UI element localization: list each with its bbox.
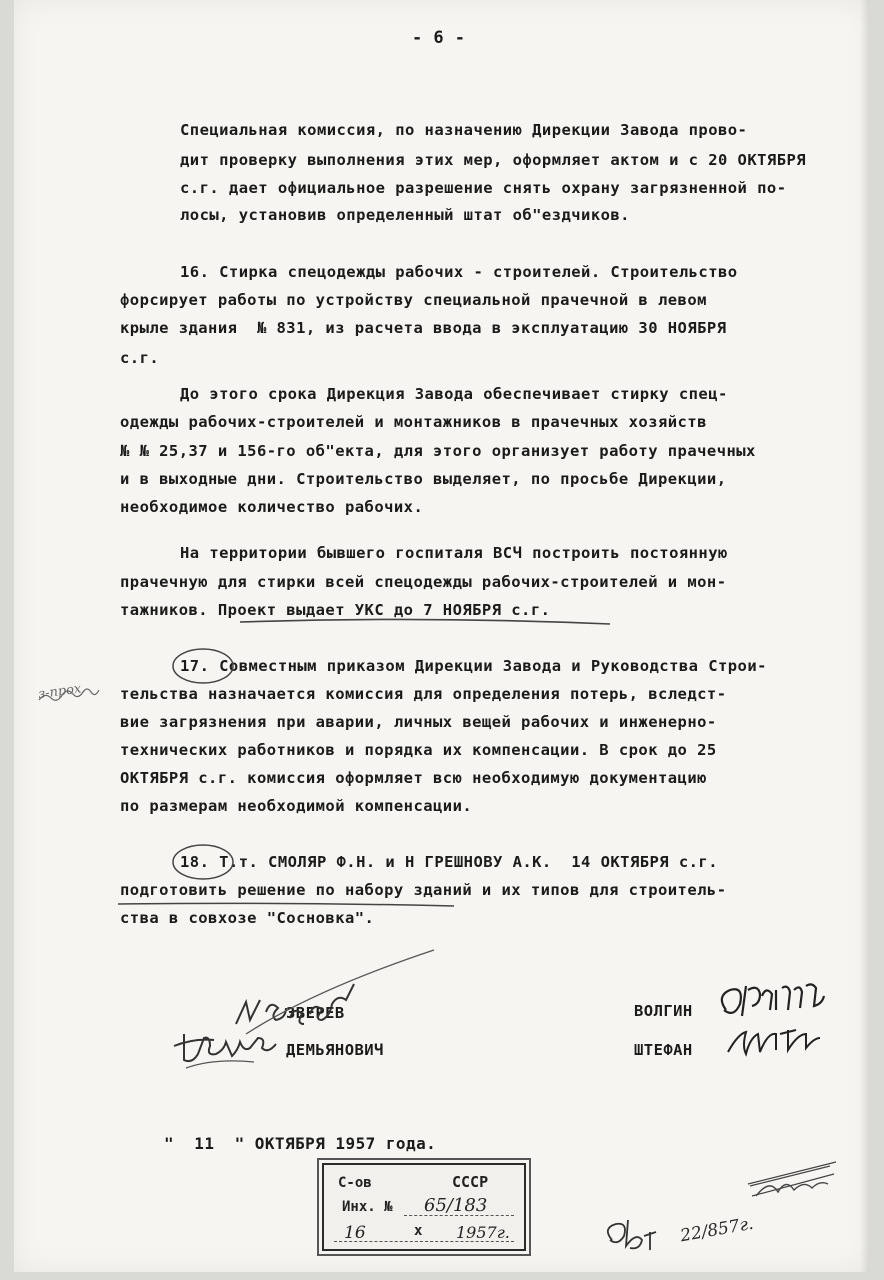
stamp-month: х <box>414 1223 423 1239</box>
stamp-rule <box>334 1241 514 1242</box>
signatory-name: ВОЛГИН <box>634 1002 693 1020</box>
bottom-signature <box>608 1220 656 1250</box>
text-line: с.г. <box>120 349 160 367</box>
text-line: необходимое количество рабочих. <box>120 498 424 516</box>
text-line: Специальная комиссия, по назначению Дирекции Завода прово- <box>180 121 748 139</box>
signature-shtefan <box>728 1030 820 1054</box>
text-line: одежды рабочих-строителей и монтажников в прачечных хозяйств <box>120 413 707 431</box>
signature-demyanovich <box>174 1034 276 1061</box>
signature-volgin <box>722 984 824 1016</box>
stamp-rule <box>404 1215 514 1216</box>
margin-note: з-прох. <box>37 680 87 703</box>
text-line: № № 25,37 и 156-го об"екта, для этого организует работу прачечных <box>120 442 756 460</box>
text-line: подготовить решение по набору зданий и их типов для строитель- <box>120 881 727 899</box>
text-line: и в выходные дни. Строительство выделяет, по просьбе Дирекции, <box>120 470 727 488</box>
text-line: 18. Т.т. СМОЛЯР Ф.Н. и Н ГРЕШНОВУ А.К. 14 ОКТЯБРЯ с.г. <box>180 853 718 871</box>
text-line: 17. Совместным приказом Дирекции Завода и Руководства Строи- <box>180 657 767 675</box>
text-line: До этого срока Дирекция Завода обеспечивает стирку спец- <box>180 385 728 403</box>
text-line: лосы, установив определенный штат об"ездчиков. <box>180 206 630 224</box>
text-line: по размерам необходимой компенсации. <box>120 797 473 815</box>
page-number: - 6 - <box>412 28 466 48</box>
stamp-number-value: 65/183 <box>424 1195 488 1216</box>
text-line: крыле здания № 831, из расчета ввода в эксплуатацию 30 НОЯБРЯ <box>120 319 727 337</box>
signatures <box>14 0 870 1272</box>
text-line: дит проверку выполнения этих мер, оформляет актом и с 20 ОКТЯБРЯ <box>180 151 807 169</box>
stamp-org: С-ов <box>338 1175 372 1191</box>
signatory-name: ШТЕФАН <box>634 1041 693 1059</box>
date-line: " 11 " ОКТЯБРЯ 1957 года. <box>164 1134 437 1153</box>
stamp-number-label: Инх. № <box>342 1199 393 1215</box>
text-line: с.г. дает официальное разрешение снять охрану загрязненной по- <box>180 179 787 197</box>
text-line: форсирует работы по устройству специальной прачечной в левом <box>120 291 707 309</box>
text-line: На территории бывшего госпиталя ВСЧ построить постоянную <box>180 544 728 562</box>
text-line: ОКТЯБРЯ с.г. комиссия оформляет всю необходимую документацию <box>120 769 707 787</box>
stamp-year: 1957г. <box>456 1223 510 1242</box>
stamp-country: СССР <box>452 1173 489 1191</box>
text-line: тажников. Проект выдает УКС до 7 НОЯБРЯ с.г. <box>120 601 551 619</box>
bottom-note: 22/857г. <box>678 1213 755 1247</box>
signatory-name: ДЕМЬЯНОВИЧ <box>286 1041 384 1059</box>
text-line: технических работников и порядка их компенсации. В срок до 25 <box>120 741 717 759</box>
text-line: ства в совхозе "Сосновка". <box>120 909 375 927</box>
stamp-day: 16 <box>344 1223 366 1243</box>
text-line: вие загрязнения при аварии, личных вещей рабочих и инженерно- <box>120 713 717 731</box>
text-line: 16. Стирка спецодежды рабочих - строителей. Строительство <box>180 263 738 281</box>
text-line: тельства назначается комиссия для определения потерь, вследст- <box>120 685 727 703</box>
text-line: прачечную для стирки всей спецодежды рабочих-строителей и мон- <box>120 573 727 591</box>
registration-stamp <box>322 1163 526 1251</box>
signatory-name: ЗВЕРЕВ <box>286 1004 345 1022</box>
signature-zverev <box>236 984 354 1024</box>
document-page <box>14 0 870 1272</box>
